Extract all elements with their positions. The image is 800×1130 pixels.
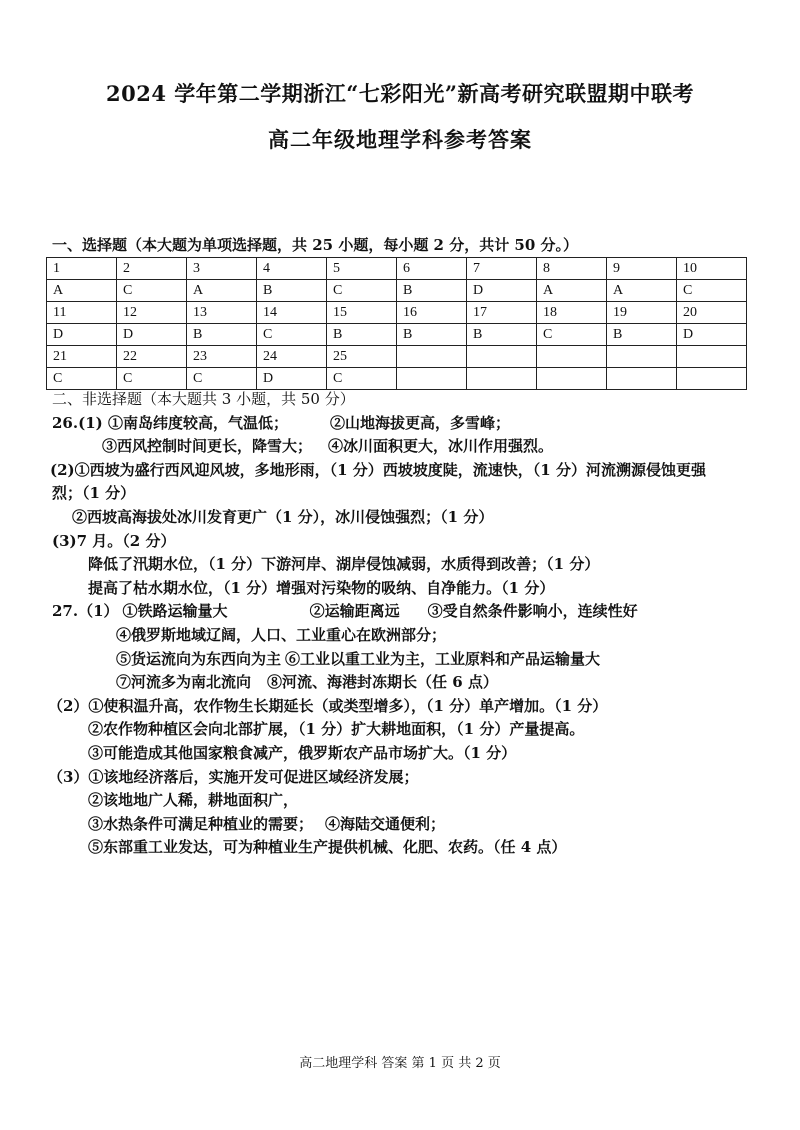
table-cell bbox=[607, 368, 677, 390]
table-cell: 10 bbox=[677, 258, 747, 280]
q27-part3-answer-3: ③水热条件可满足种植业的需要； bbox=[88, 814, 314, 833]
q27-answer-7: ⑦河流多为南北流向 bbox=[116, 673, 252, 692]
table-cell: 19 bbox=[607, 302, 677, 324]
q27-answer-5: ⑤货运流向为东西向为主 bbox=[116, 649, 282, 668]
table-cell bbox=[467, 368, 537, 390]
q26-part3-line1: (3)7 月。（2 分） bbox=[52, 531, 176, 550]
table-cell bbox=[397, 346, 467, 368]
answer-table bbox=[46, 257, 747, 390]
q27-answer-8: ⑧河流、海港封冻期长（任 6 点） bbox=[267, 673, 498, 692]
table-cell: 18 bbox=[537, 302, 607, 324]
table-cell: C bbox=[47, 368, 117, 390]
section2 bbox=[48, 388, 772, 860]
table-cell: B bbox=[397, 324, 467, 346]
q26-part3-line2: 降低了汛期水位，（1 分）下游河岸、湖岸侵蚀减弱，水质得到改善；（1 分） bbox=[88, 555, 600, 574]
table-cell: D bbox=[117, 324, 187, 346]
q27-part3-line4: ⑤东部重工业发达，可为种植业生产提供机械、化肥、农药。（任 4 点） bbox=[88, 838, 567, 857]
table-cell bbox=[397, 368, 467, 390]
q26-part2-line1: (2)①西坡为盛行西风迎风坡，多地形雨，（1 分）西坡坡度陡，流速快，（1 分）河流溯源侵蚀更强 bbox=[50, 460, 706, 479]
page-subtitle: 高二年级地理学科参考答案 bbox=[268, 127, 532, 152]
table-cell bbox=[607, 346, 677, 368]
q27-part3-line1: （3）①该地经济落后，实施开发可促进区域经济发展； bbox=[48, 767, 419, 786]
table-cell: 20 bbox=[677, 302, 747, 324]
table-cell: C bbox=[187, 368, 257, 390]
q27-answer-6: ⑥工业以重工业为主，工业原料和产品运输量大 bbox=[285, 649, 601, 668]
table-cell: C bbox=[257, 324, 327, 346]
table-cell: A bbox=[187, 280, 257, 302]
table-cell: 15 bbox=[327, 302, 397, 324]
table-cell: C bbox=[327, 280, 397, 302]
table-cell: 17 bbox=[467, 302, 537, 324]
q27-part2-line3: ③可能造成其他国家粮食减产，俄罗斯农产品市场扩大。（1 分） bbox=[88, 743, 517, 762]
table-cell bbox=[677, 368, 747, 390]
table-cell: 12 bbox=[117, 302, 187, 324]
table-cell: 5 bbox=[327, 258, 397, 280]
table-cell: C bbox=[677, 280, 747, 302]
table-cell: B bbox=[607, 324, 677, 346]
table-cell: 1 bbox=[47, 258, 117, 280]
table-cell: 21 bbox=[47, 346, 117, 368]
table-cell: D bbox=[47, 324, 117, 346]
table-cell: 6 bbox=[397, 258, 467, 280]
q26-part2-line2: 烈；（1 分） bbox=[52, 484, 136, 503]
table-cell: C bbox=[117, 280, 187, 302]
table-row bbox=[47, 368, 747, 390]
q26-part1-line2 bbox=[52, 435, 772, 459]
table-cell: B bbox=[257, 280, 327, 302]
table-row bbox=[47, 280, 747, 302]
table-cell bbox=[467, 346, 537, 368]
table-cell: 3 bbox=[187, 258, 257, 280]
table-cell: C bbox=[117, 368, 187, 390]
page-title: 2024 学年第二学期浙江“七彩阳光”新高考研究联盟期中联考 bbox=[106, 81, 694, 106]
q27-part3-line2: ②该地地广人稀，耕地面积广， bbox=[88, 791, 299, 810]
table-cell: 2 bbox=[117, 258, 187, 280]
table-cell: 25 bbox=[327, 346, 397, 368]
table-row bbox=[47, 258, 747, 280]
q27-part1-line3 bbox=[52, 648, 772, 672]
table-cell: D bbox=[677, 324, 747, 346]
q26-answer-4: ④冰川面积更大，冰川作用强烈。 bbox=[328, 437, 554, 456]
table-cell: 7 bbox=[467, 258, 537, 280]
q27-number: 27.（1） bbox=[52, 602, 119, 621]
table-cell: C bbox=[537, 324, 607, 346]
q27-answer-1: ①铁路运输量大 bbox=[122, 602, 228, 621]
table-cell: D bbox=[257, 368, 327, 390]
table-cell: B bbox=[327, 324, 397, 346]
table-cell bbox=[537, 368, 607, 390]
q27-answer-2: ②运输距离远 bbox=[309, 602, 400, 621]
table-cell: 14 bbox=[257, 302, 327, 324]
q27-part2-line1: （2）①使积温升高，农作物生长期延长（或类型增多），（1 分）单产增加。（1 分） bbox=[48, 696, 608, 715]
table-cell: 9 bbox=[607, 258, 677, 280]
q27-answer-3: ③受自然条件影响小，连续性好 bbox=[427, 602, 638, 621]
table-cell: 23 bbox=[187, 346, 257, 368]
page-footer: 高二地理学科 答案 第 1 页 共 2 页 bbox=[299, 1056, 501, 1071]
table-cell: A bbox=[47, 280, 117, 302]
table-cell: C bbox=[327, 368, 397, 390]
table-cell: D bbox=[467, 280, 537, 302]
q26-answer-2: ②山地海拔更高，多雪峰； bbox=[329, 413, 510, 432]
q27-part1-line4 bbox=[52, 671, 772, 695]
table-cell: 24 bbox=[257, 346, 327, 368]
table-cell: 8 bbox=[537, 258, 607, 280]
q26-answer-1: ①南岛纬度较高，气温低； bbox=[107, 413, 288, 432]
table-cell: B bbox=[467, 324, 537, 346]
table-cell: 22 bbox=[117, 346, 187, 368]
table-row bbox=[47, 346, 747, 368]
table-cell: A bbox=[607, 280, 677, 302]
table-cell: 11 bbox=[47, 302, 117, 324]
q26-number: 26.(1) bbox=[52, 413, 103, 432]
table-cell: 16 bbox=[397, 302, 467, 324]
q26-part1-line1 bbox=[52, 412, 772, 436]
q26-answer-3: ③西风控制时间更长，降雪大； bbox=[102, 437, 313, 456]
q27-part1-line1 bbox=[52, 600, 772, 624]
table-row bbox=[47, 302, 747, 324]
section2-heading: 二、非选择题（本大题共 3 小题，共 50 分） bbox=[52, 390, 355, 408]
table-cell: B bbox=[187, 324, 257, 346]
table-row bbox=[47, 324, 747, 346]
table-cell bbox=[677, 346, 747, 368]
q27-part3-line3 bbox=[52, 813, 772, 837]
table-cell: 13 bbox=[187, 302, 257, 324]
table-cell bbox=[537, 346, 607, 368]
q27-part2-line2: ②农作物种植区会向北部扩展，（1 分）扩大耕地面积，（1 分）产量提高。 bbox=[88, 720, 585, 739]
q26-part2-line3: ②西坡高海拔处冰川发育更广（1 分），冰川侵蚀强烈；（1 分） bbox=[72, 507, 494, 526]
q27-answer-4: ④俄罗斯地域辽阔，人口、工业重心在欧洲部分； bbox=[116, 625, 447, 644]
table-cell: B bbox=[397, 280, 467, 302]
q27-part3-answer-4: ④海陆交通便利； bbox=[325, 814, 446, 833]
section1-heading: 一、选择题（本大题为单项选择题，共 25 小题，每小题 2 分，共计 50 分。） bbox=[52, 236, 579, 254]
table-cell: 4 bbox=[257, 258, 327, 280]
q26-part3-line3: 提高了枯水期水位，（1 分）增强对污染物的吸纳、自净能力。（1 分） bbox=[88, 578, 555, 597]
table-cell: A bbox=[537, 280, 607, 302]
